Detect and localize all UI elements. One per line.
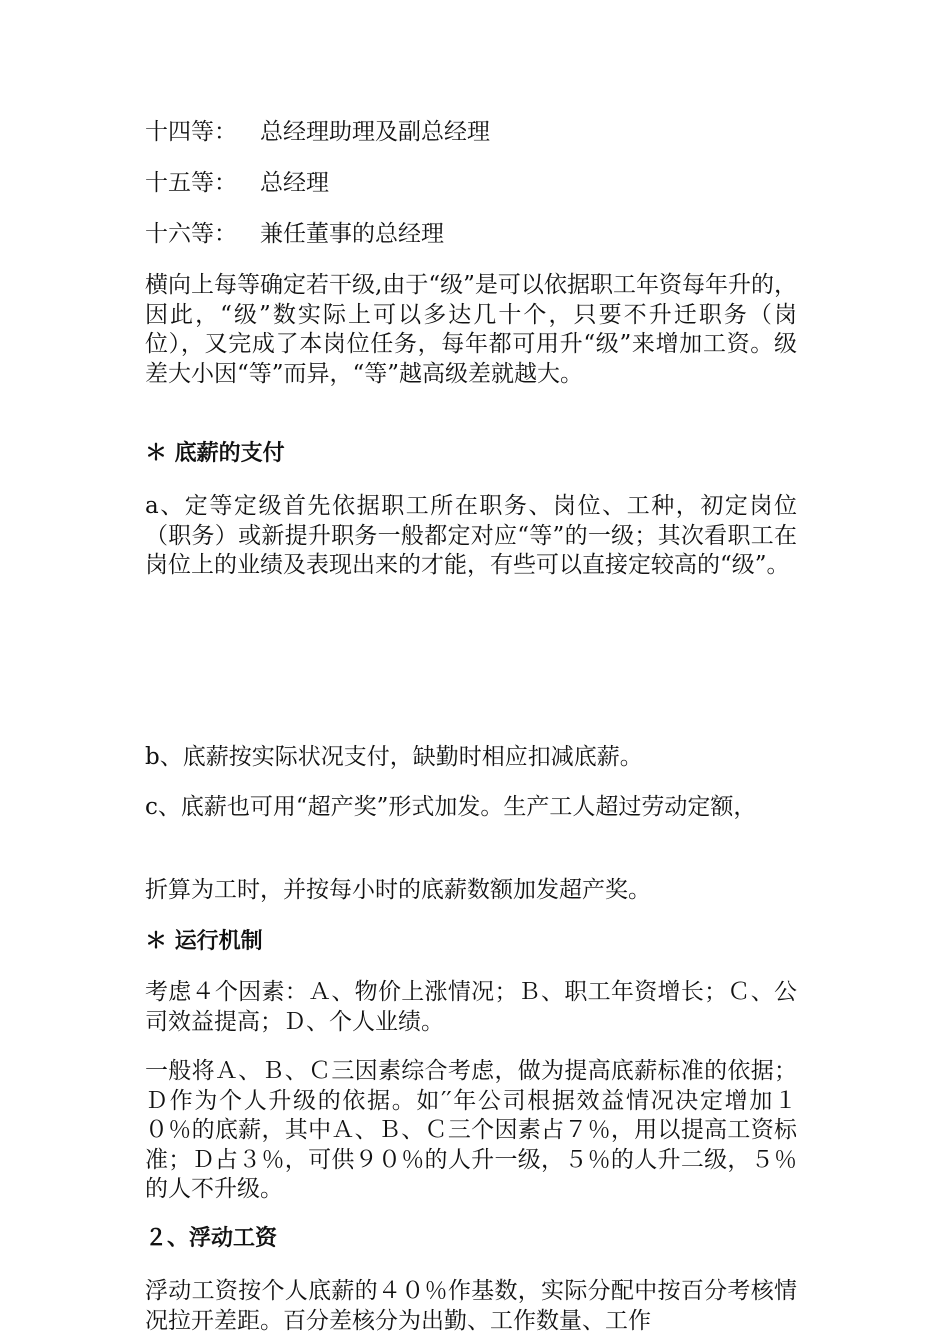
heading-mechanism: ＊ 运行机制: [145, 929, 263, 954]
rank-label: 十五等：: [145, 170, 237, 196]
rank-title: 总经理: [260, 170, 329, 196]
rank-line-15: [145, 168, 329, 198]
heading-floating-wage: ２、浮动工资: [145, 1226, 278, 1251]
paragraph-b: b、底薪按实际状况支付，缺勤时相应扣减底薪。: [145, 744, 643, 770]
rank-title: 总经理助理及副总经理: [260, 119, 490, 145]
paragraph-c: c、底薪也可用“超产奖”形式加发。生产工人超过劳动定额，: [145, 794, 757, 820]
paragraph-factors: 考虑４个因素：Ａ、物价上涨情况；Ｂ、职工年资增长；Ｃ、公司效益提高；Ｄ、个人业绩。: [145, 979, 797, 1035]
rank-label: 十六等：: [145, 221, 237, 247]
rank-line-14: [145, 117, 490, 147]
paragraph-levels: 横向上每等确定若干级,由于“级”是可以依据职工年资每年升的，因此，“级”数实际上可以多达几十个，只要不升迁职务（岗位），又完成了本岗位任务，每年都可用升“级”来增加工资。级差大小因“等”而异，“等”越高级差就越大。: [145, 272, 797, 387]
rank-title: 兼任董事的总经理: [260, 221, 444, 247]
paragraph-a: a、定等定级首先依据职工所在职务、岗位、工种，初定岗位（职务）或新提升职务一般都定对应“等”的一级；其次看职工在岗位上的业绩及表现出来的才能，有些可以直接定较高的“级”。: [145, 493, 797, 578]
heading-base-pay: ＊ 底薪的支付: [145, 441, 285, 466]
paragraph-c-continued: 折算为工时，并按每小时的底薪数额加发超产奖。: [145, 877, 651, 903]
paragraph-example: 一般将Ａ、Ｂ、Ｃ三因素综合考虑，做为提高底薪标准的依据；Ｄ作为个人升级的依据。如′′年公司根据效益情况决定增加１０％的底薪，其中Ａ、Ｂ、Ｃ三个因素占７％，用以提高工资标准；Ｄ占３％，可供９０％的人升一级，５％的人升二级，５％的人不升级。: [145, 1058, 797, 1202]
rank-label: 十四等：: [145, 119, 237, 145]
rank-line-16: [145, 219, 444, 249]
paragraph-floating-wage: 浮动工资按个人底薪的４０％作基数，实际分配中按百分考核情况拉开差距。百分差核分为出勤、工作数量、工作: [145, 1278, 797, 1334]
